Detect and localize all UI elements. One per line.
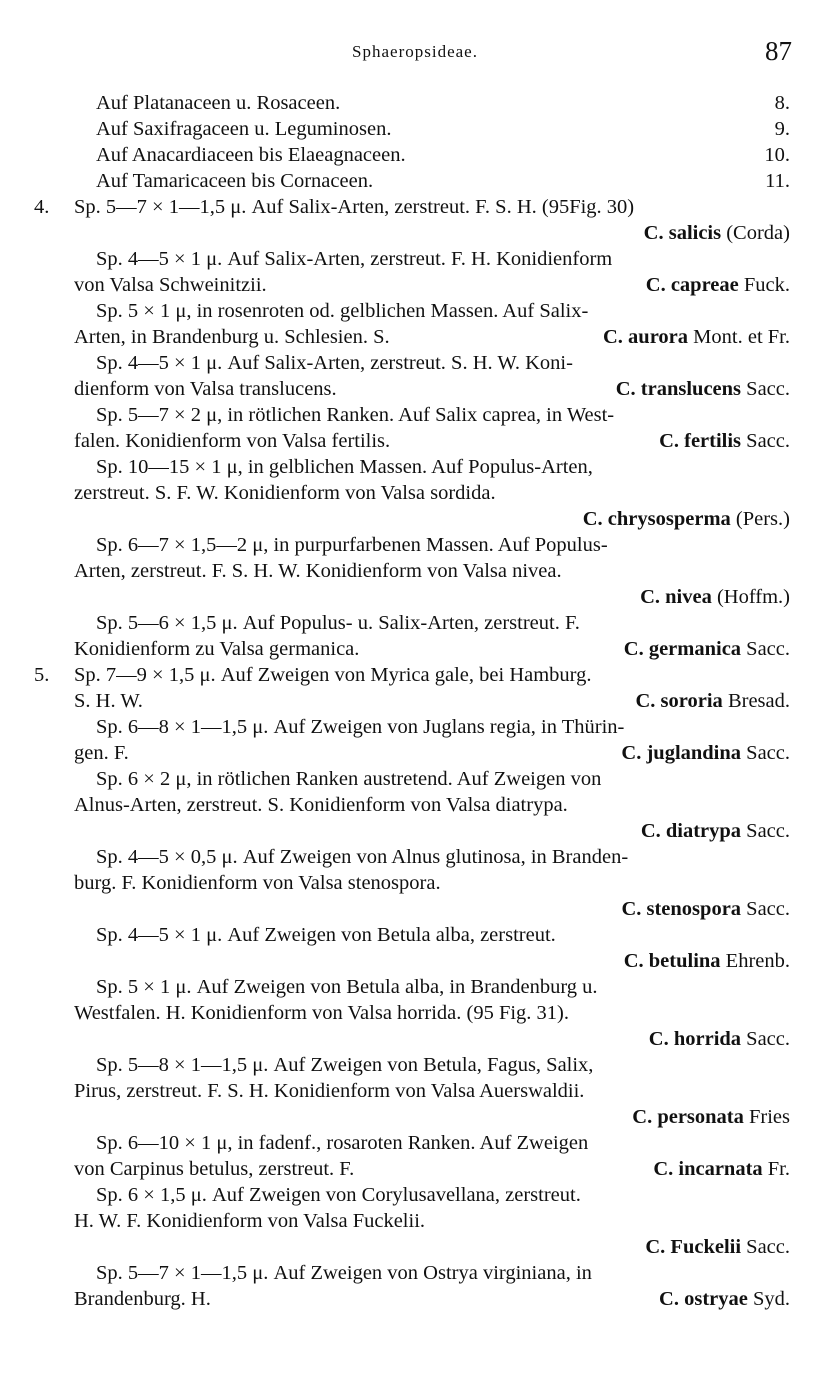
section-number: 5. (34, 664, 50, 686)
species-name: C. betulina (623, 950, 721, 972)
species-name: C. nivea (640, 586, 712, 608)
species-name: C. personata (632, 1106, 744, 1128)
species-author: Syd. (752, 1288, 790, 1310)
species-name-line (74, 948, 790, 974)
species-name: C. ostryae (659, 1288, 748, 1310)
text-line: zerstreut. S. F. W. Konidienform von Valsa sordida. (74, 482, 496, 504)
text-body (34, 90, 790, 1312)
text-line: Sp. 10—15 × 1 μ, in gelblichen Massen. Auf Populus-Arten, (96, 456, 593, 478)
species-name-line (74, 584, 790, 610)
text-line: Sp. 6—7 × 1,5—2 μ, in purpurfarbenen Massen. Auf Populus- (96, 534, 608, 556)
text-line: 5. Sp. 7—9 × 1,5 μ. Auf Zweigen von Myrica gale, bei Hamburg. (34, 664, 592, 686)
text-line: Arten, zerstreut. F. S. H. W. Konidienform von Valsa nivea. (74, 560, 562, 582)
species-name: C. germanica (623, 638, 742, 660)
page-header (0, 36, 830, 80)
species-author: Sacc. (746, 742, 790, 764)
species-name-line (74, 1234, 790, 1260)
text-line: Sp. 4—5 × 0,5 μ. Auf Zweigen von Alnus glutinosa, in Branden- (96, 846, 629, 868)
text-line: Sp. 5—8 × 1—1,5 μ. Auf Zweigen von Betula, Fagus, Salix, (96, 1054, 594, 1076)
species-author: Sacc. (746, 430, 790, 452)
text-line: Brandenburg. H. C. ostryae Syd. (74, 1288, 790, 1310)
species-author: (Corda) (726, 222, 790, 244)
text-line: H. W. F. Konidienform von Valsa Fuckelii. (74, 1210, 426, 1232)
text-line: Arten, in Brandenburg u. Schlesien. S. C. aurora Mont. et Fr. (74, 326, 790, 348)
species-author: Ehrenb. (725, 950, 790, 972)
species-author: Sacc. (746, 638, 790, 660)
text-line: Sp. 4—5 × 1 μ. Auf Salix-Arten, zerstreut. S. H. W. Koni- (96, 352, 573, 374)
species-name-line (74, 1104, 790, 1130)
species-author: Fr. (767, 1158, 790, 1180)
species-name: C. horrida (648, 1028, 742, 1050)
species-name-line (74, 818, 790, 844)
section-number: 4. (34, 196, 50, 218)
running-title: Sphaeropsideae. (352, 42, 478, 61)
species-author: Mont. et Fr. (693, 326, 790, 348)
species-name: C. diatrypa (640, 820, 742, 842)
text-line: 4. Sp. 5—7 × 1—1,5 μ. Auf Salix-Arten, zerstreut. F. S. H. (95Fig. 30) (34, 196, 635, 218)
toc-line: Auf Platanaceen u. Rosaceen. 8. (96, 92, 790, 114)
species-author: Fries (749, 1106, 790, 1128)
species-name-line (74, 220, 790, 246)
toc-line: Auf Anacardiaceen bis Elaeagnaceen. 10. (96, 144, 790, 166)
text-line: Pirus, zerstreut. F. S. H. Konidienform von Valsa Auerswaldii. (74, 1080, 585, 1102)
species-author: (Hoffm.) (716, 586, 790, 608)
text-line: dienform von Valsa translucens. C. translucens Sacc. (74, 378, 790, 400)
species-author: Fuck. (743, 274, 790, 296)
text-line: Westfalen. H. Konidienform von Valsa horrida. (95 Fig. 31). (74, 1002, 570, 1024)
text-line: Alnus-Arten, zerstreut. S. Konidienform von Valsa diatrypa. (74, 794, 568, 816)
text-line: Sp. 6 × 1,5 μ. Auf Zweigen von Corylusavellana, zerstreut. (96, 1184, 581, 1206)
species-name: C. capreae (645, 274, 739, 296)
species-name: C. aurora (603, 326, 689, 348)
text-line: von Carpinus betulus, zerstreut. F. C. incarnata Fr. (74, 1158, 790, 1180)
text-line: gen. F. C. juglandina Sacc. (74, 742, 790, 764)
species-author: Sacc. (746, 378, 790, 400)
species-name: C. translucens (615, 378, 742, 400)
species-author: Bresad. (727, 690, 790, 712)
text-line: Sp. 5—7 × 2 μ, in rötlichen Ranken. Auf Salix caprea, in West- (96, 404, 615, 426)
text-line: Sp. 6 × 2 μ, in rötlichen Ranken austretend. Auf Zweigen von (96, 768, 602, 790)
page-number: 87 (765, 36, 792, 66)
species-name-line (74, 506, 790, 532)
text-line: Sp. 6—8 × 1—1,5 μ. Auf Zweigen von Juglans regia, in Thürin- (96, 716, 625, 738)
species-author: (Pers.) (735, 508, 790, 530)
species-name-line (74, 1026, 790, 1052)
species-name: C. incarnata (653, 1158, 763, 1180)
text-line: Sp. 5 × 1 μ. Auf Zweigen von Betula alba, in Brandenburg u. (96, 976, 598, 998)
text-line: von Valsa Schweinitzii. C. capreae Fuck. (74, 274, 790, 296)
text-line: Sp. 5—7 × 1—1,5 μ. Auf Zweigen von Ostrya virginiana, in (96, 1262, 592, 1284)
species-author: Sacc. (746, 1236, 790, 1258)
species-name: C. sororia (635, 690, 723, 712)
species-name: C. salicis (643, 222, 722, 244)
species-author: Sacc. (746, 898, 790, 920)
text-line: Sp. 4—5 × 1 μ. Auf Salix-Arten, zerstreut. F. H. Konidienform (96, 248, 613, 270)
text-line: Sp. 4—5 × 1 μ. Auf Zweigen von Betula alba, zerstreut. (96, 924, 556, 946)
toc-line: Auf Saxifragaceen u. Leguminosen. 9. (96, 118, 790, 140)
text-line: falen. Konidienform von Valsa fertilis. C. fertilis Sacc. (74, 430, 790, 452)
text-line: Sp. 6—10 × 1 μ, in fadenf., rosaroten Ranken. Auf Zweigen (96, 1132, 589, 1154)
text-line: S. H. W. C. sororia Bresad. (74, 690, 790, 712)
text-line: Sp. 5 × 1 μ, in rosenroten od. gelblichen Massen. Auf Salix- (96, 300, 589, 322)
species-author: Sacc. (746, 820, 790, 842)
species-name: C. juglandina (621, 742, 742, 764)
toc-line: Auf Tamaricaceen bis Cornaceen. 11. (96, 170, 790, 192)
species-name: C. fertilis (659, 430, 742, 452)
species-author: Sacc. (746, 1028, 790, 1050)
species-name-line (74, 896, 790, 922)
text-line: Konidienform zu Valsa germanica. C. germanica Sacc. (74, 638, 790, 660)
species-name: C. stenospora (621, 898, 742, 920)
text-line: burg. F. Konidienform von Valsa stenospora. (74, 872, 441, 894)
species-name: C. Fuckelii (645, 1236, 742, 1258)
species-name: C. chrysosperma (582, 508, 731, 530)
text-line: Sp. 5—6 × 1,5 μ. Auf Populus- u. Salix-Arten, zerstreut. F. (96, 612, 580, 634)
